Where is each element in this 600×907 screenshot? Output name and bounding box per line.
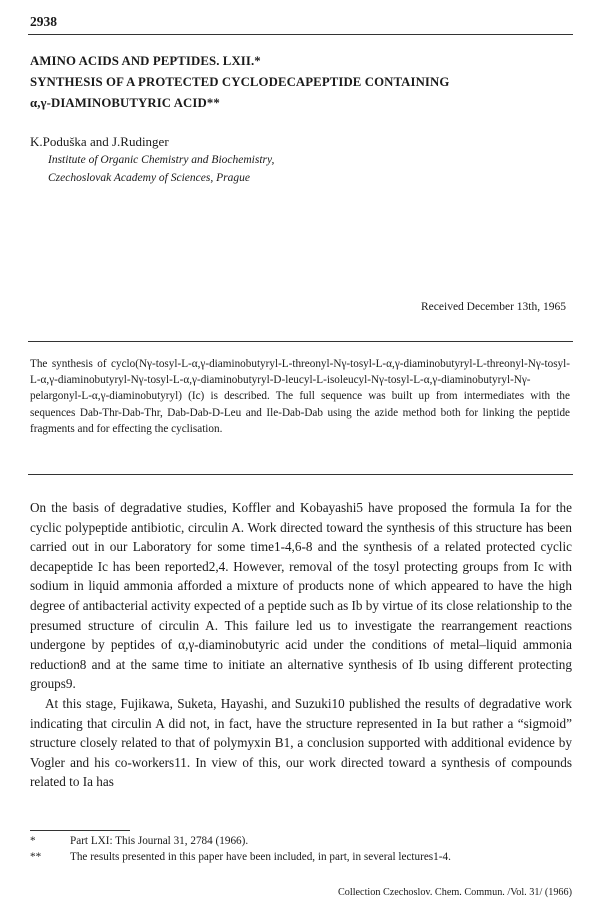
footnote-mark: *	[30, 835, 36, 847]
affiliation-line-1: Institute of Organic Chemistry and Biochemistry,	[48, 154, 275, 166]
page-number: 2938	[30, 14, 57, 29]
affiliation-line-2: Czechoslovak Academy of Sciences, Prague	[48, 172, 250, 184]
abstract: The synthesis of cyclo(Nγ-tosyl-L-α,γ-diaminobutyryl-L-threonyl-Nγ-tosyl-L-α,γ-diaminobutyryl-L-threonyl-Nγ-tosyl-L-α,γ-diaminobutyryl-Nγ-tosyl-L-α,γ-diaminobutyryl-D-leucyl-L-isoleucyl-Nγ-tosyl-L-α,γ-diaminobutyryl-Nγ-pelargonyl-L-α,γ-diaminobutyryl) (Ic) is described. The full sequence was built up from intermediates with the sequences Dab-Thr-Dab-Thr, Dab-Dab-D-Leu and Ile-Dab-Dab using the azide method both for linking the peptide fragments and for effecting the cyclisation.	[30, 358, 570, 435]
body-paragraph-1: On the basis of degradative studies, Koffler and Kobayashi5 have proposed the formula Ia for the cyclic polypeptide antibiotic, circulin A. Work directed toward the synthesis of this structure has been carried out in our Laboratory for some time1-4,6-8 and the synthesis of a related protected cyclic decapeptide Ic has been reported2,4. However, removal of the tosyl protecting groups from Ic with sodium in liquid ammonia afforded a mixture of products none of which appeared to have the high degree of antibacterial activity expected of a peptide such as Ib by virtue of its close relationship to the presumed structure of circulin A. This failure led us to investigate the rearrangement reactions undergone by peptides of α,γ-diaminobutyric acid under the conditions of metal–liquid ammonia reduction8 and at the same time to initiate an alternative synthesis of Ib using different protecting groups9.	[30, 500, 572, 692]
journal-collection-footer: Collection Czechoslov. Chem. Commun. /Vol. 31/ (1966)	[337, 887, 572, 898]
paper-title-line-1: AMINO ACIDS AND PEPTIDES. LXII.*	[30, 54, 261, 68]
body-paragraph-2: At this stage, Fujikawa, Suketa, Hayashi, and Suzuki10 published the results of degradative work indicating that circulin A did not, in fact, have the structure represented in Ia but rather a “sigmoid” structure closely related to that of polymyxin B1, a conclusion supported with additional evidence by Vogler and his co-workers11. In view of this, our work directed toward a synthesis of compounds related to Ia has	[30, 696, 572, 790]
paper-title-line-2: SYNTHESIS OF A PROTECTED CYCLODECAPEPTIDE CONTAINING	[30, 75, 450, 89]
abstract-top-rule	[28, 341, 573, 342]
footnote-1	[30, 835, 248, 847]
footnote-rule	[30, 830, 130, 831]
header-rule	[28, 34, 573, 35]
received-date: Received December 13th, 1965	[421, 301, 566, 313]
abstract-bottom-rule	[28, 474, 573, 475]
paper-title-line-3: α,γ-DIAMINOBUTYRIC ACID**	[30, 96, 220, 110]
footnote-2	[30, 851, 451, 863]
footnote-text: Part LXI: This Journal 31, 2784 (1966).	[70, 835, 249, 847]
footnote-mark: **	[30, 851, 42, 863]
footnote-text: The results presented in this paper have been included, in part, in several lectures1-4.	[70, 851, 451, 863]
authors: K.Poduška and J.Rudinger	[30, 134, 169, 149]
